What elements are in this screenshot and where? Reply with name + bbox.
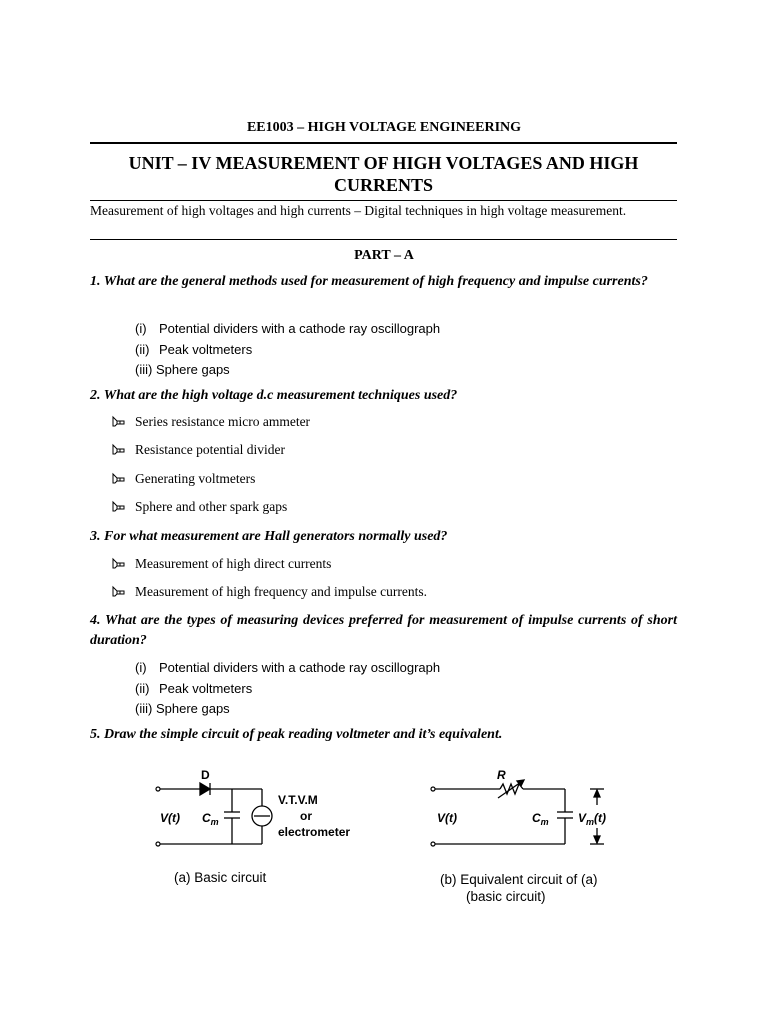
terminal	[156, 842, 160, 846]
input-label: V(t)	[160, 811, 180, 825]
pointing-hand-icon	[112, 443, 126, 457]
caption-b-line1: (b) Equivalent circuit of (a)	[440, 872, 598, 887]
output-label: $V_m(t)$	[578, 811, 607, 827]
bullet-item: Sphere and other spark gaps	[112, 499, 287, 515]
pointing-hand-icon	[112, 472, 126, 486]
question-1: 1. What are the general methods used for measurement of high frequency and impulse currents?	[90, 274, 648, 289]
meter-label-2: or	[300, 809, 312, 823]
unit-title-line2: CURRENTS	[333, 175, 434, 195]
part-heading: PART – A	[354, 248, 414, 263]
unit-title-line1: UNIT – IV MEASUREMENT OF HIGH VOLTAGES AND HIGH	[128, 153, 639, 173]
list-item: (i) Potential dividers with a cathode ray oscillograph	[135, 660, 441, 675]
pointing-hand-icon	[112, 585, 126, 599]
cap-label: $C_m$	[202, 811, 219, 827]
list-item: (ii) Peak voltmeters	[135, 342, 253, 357]
list-item: (iii) Sphere gaps	[135, 701, 230, 716]
syllabus-top-rule	[90, 200, 677, 201]
bullet-item: Measurement of high direct currents	[112, 556, 331, 572]
question-2: 2. What are the high voltage d.c measurement techniques used?	[90, 388, 458, 403]
meter-label-3: electrometer	[278, 825, 351, 839]
bullet-item: Series resistance micro ammeter	[112, 414, 310, 430]
question-3: 3. For what measurement are Hall generators normally used?	[90, 529, 448, 544]
title-rule	[90, 142, 677, 144]
terminal	[431, 842, 435, 846]
diode-symbol	[200, 783, 210, 795]
course-title: EE1003 – HIGH VOLTAGE ENGINEERING	[246, 120, 522, 135]
resistor-label: R	[497, 768, 506, 782]
meter-label-1: V.T.V.M	[278, 793, 318, 807]
bullet-item: Generating voltmeters	[112, 471, 255, 487]
pointing-hand-icon	[112, 557, 126, 571]
question-4: 4. What are the types of measuring devices preferred for measurement of impulse currents of short duration?	[90, 613, 677, 648]
terminal	[431, 787, 435, 791]
syllabus-text: Measurement of high voltages and high currents – Digital techniques in high voltage measurement.	[90, 203, 627, 218]
input-label: V(t)	[437, 811, 457, 825]
diode-label: D	[201, 768, 210, 782]
list-item: (iii) Sphere gaps	[135, 362, 230, 377]
pointing-hand-icon	[112, 500, 126, 514]
bullet-item: Resistance potential divider	[112, 442, 285, 458]
unit-title	[90, 152, 677, 196]
list-item: (i) Potential dividers with a cathode ray oscillograph	[135, 321, 441, 336]
caption-a: (a) Basic circuit	[174, 870, 267, 885]
pointing-hand-icon	[112, 415, 126, 429]
list-item: (ii) Peak voltmeters	[135, 681, 253, 696]
question-5: 5. Draw the simple circuit of peak reading voltmeter and it’s equivalent.	[90, 727, 503, 742]
terminal	[156, 787, 160, 791]
bullet-item: Measurement of high frequency and impulse currents.	[112, 584, 427, 600]
syllabus-bottom-rule	[90, 239, 677, 240]
caption-b-line2: (basic circuit)	[466, 889, 546, 904]
circuit-figure	[140, 760, 630, 910]
cap-label: $C_m$	[532, 811, 549, 827]
